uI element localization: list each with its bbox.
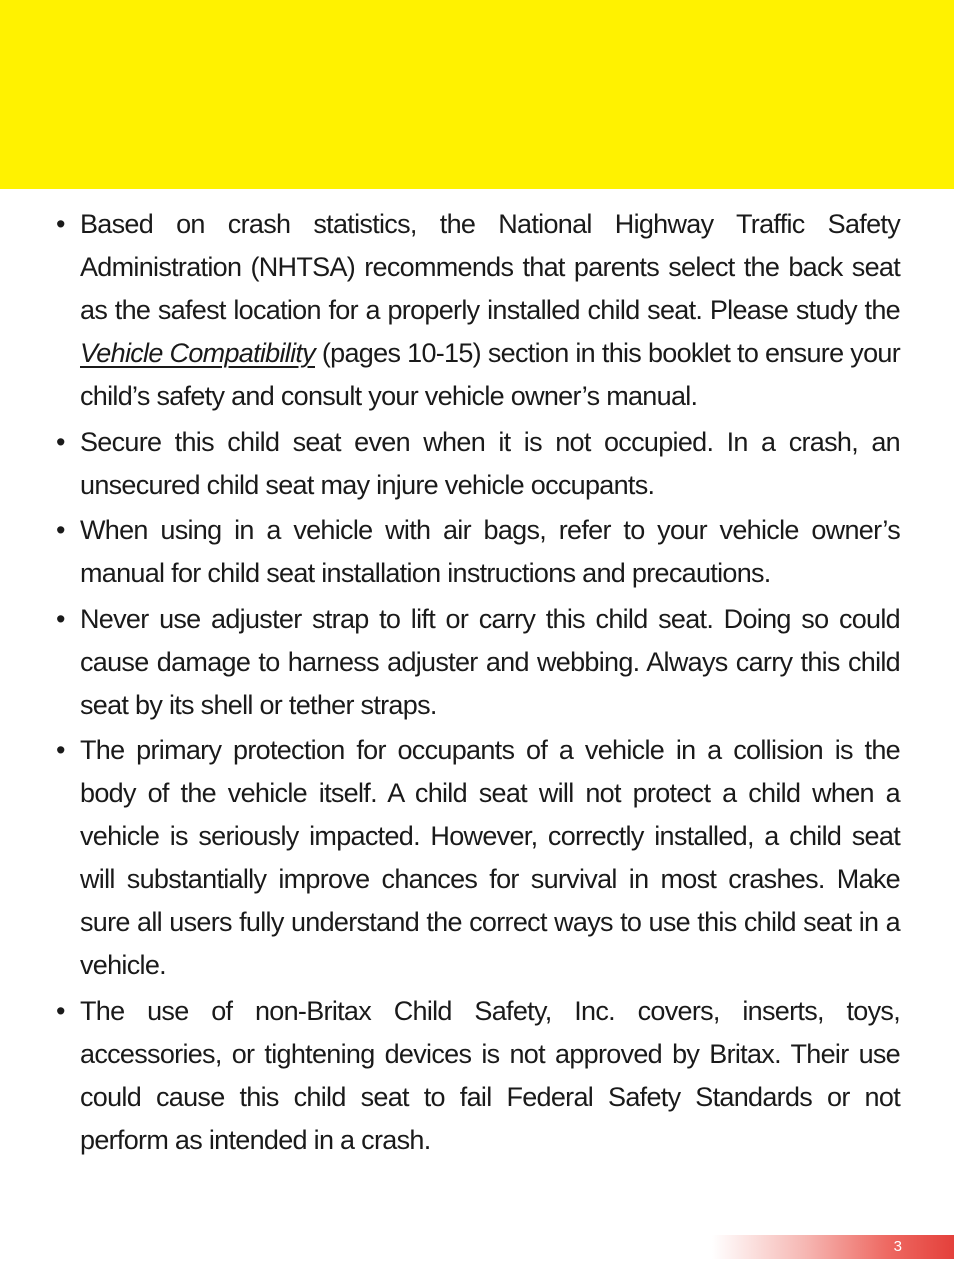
bullet-text-segment: Based on crash statistics, the National Highway Traffic Safety Administration (NHTSA) recommends that parents select the back seat as the safest location for a properly installed child seat. Please study the [80, 209, 900, 325]
bullet-secure-seat [56, 421, 900, 507]
bullet-air-bags [56, 509, 900, 595]
bullet-non-britax-accessories [56, 990, 900, 1162]
page-number-bar [712, 1235, 954, 1259]
bullet-text-segment: The use of non-Britax Child Safety, Inc. covers, inserts, toys, accessories, or tightening devices is not approved by Britax. Their use could cause this child seat to fail Federal Safety Standards or not perform as intended in a crash. [80, 995, 900, 1155]
bullet-adjuster-strap [56, 598, 900, 727]
bullet-primary-protection [56, 729, 900, 987]
header-color-band [0, 0, 954, 189]
bullet-text-segment: Secure this child seat even when it is not occupied. In a crash, an unsecured child seat may injure vehicle occupants. [80, 426, 900, 500]
vehicle-compatibility-link[interactable]: Vehicle Compatibility [80, 338, 315, 368]
safety-bullet-list [56, 203, 900, 1164]
bullet-text-segment: The primary protection for occupants of a vehicle in a collision is the body of the vehicle itself. A child seat will not protect a child when a vehicle is seriously impacted. However, correctly installed, a child seat will substantially improve chances for survival in most crashes. Make sure all users fully understand the correct ways to use this child seat in a vehicle. [80, 735, 900, 980]
page-number: 3 [893, 1238, 902, 1255]
bullet-text-segment: Never use adjuster strap to lift or carry this child seat. Doing so could cause damage to harness adjuster and webbing. Always carry this child seat by its shell or tether straps. [80, 603, 900, 720]
bullet-text-segment: (pages 10-15) section in this booklet to ensure your child’s safety and consult your vehicle owner’s manual. [80, 338, 901, 411]
bullet-back-seat [56, 203, 900, 418]
bullet-text-segment: When using in a vehicle with air bags, refer to your vehicle owner’s manual for child seat installation instructions and precautions. [80, 515, 900, 588]
